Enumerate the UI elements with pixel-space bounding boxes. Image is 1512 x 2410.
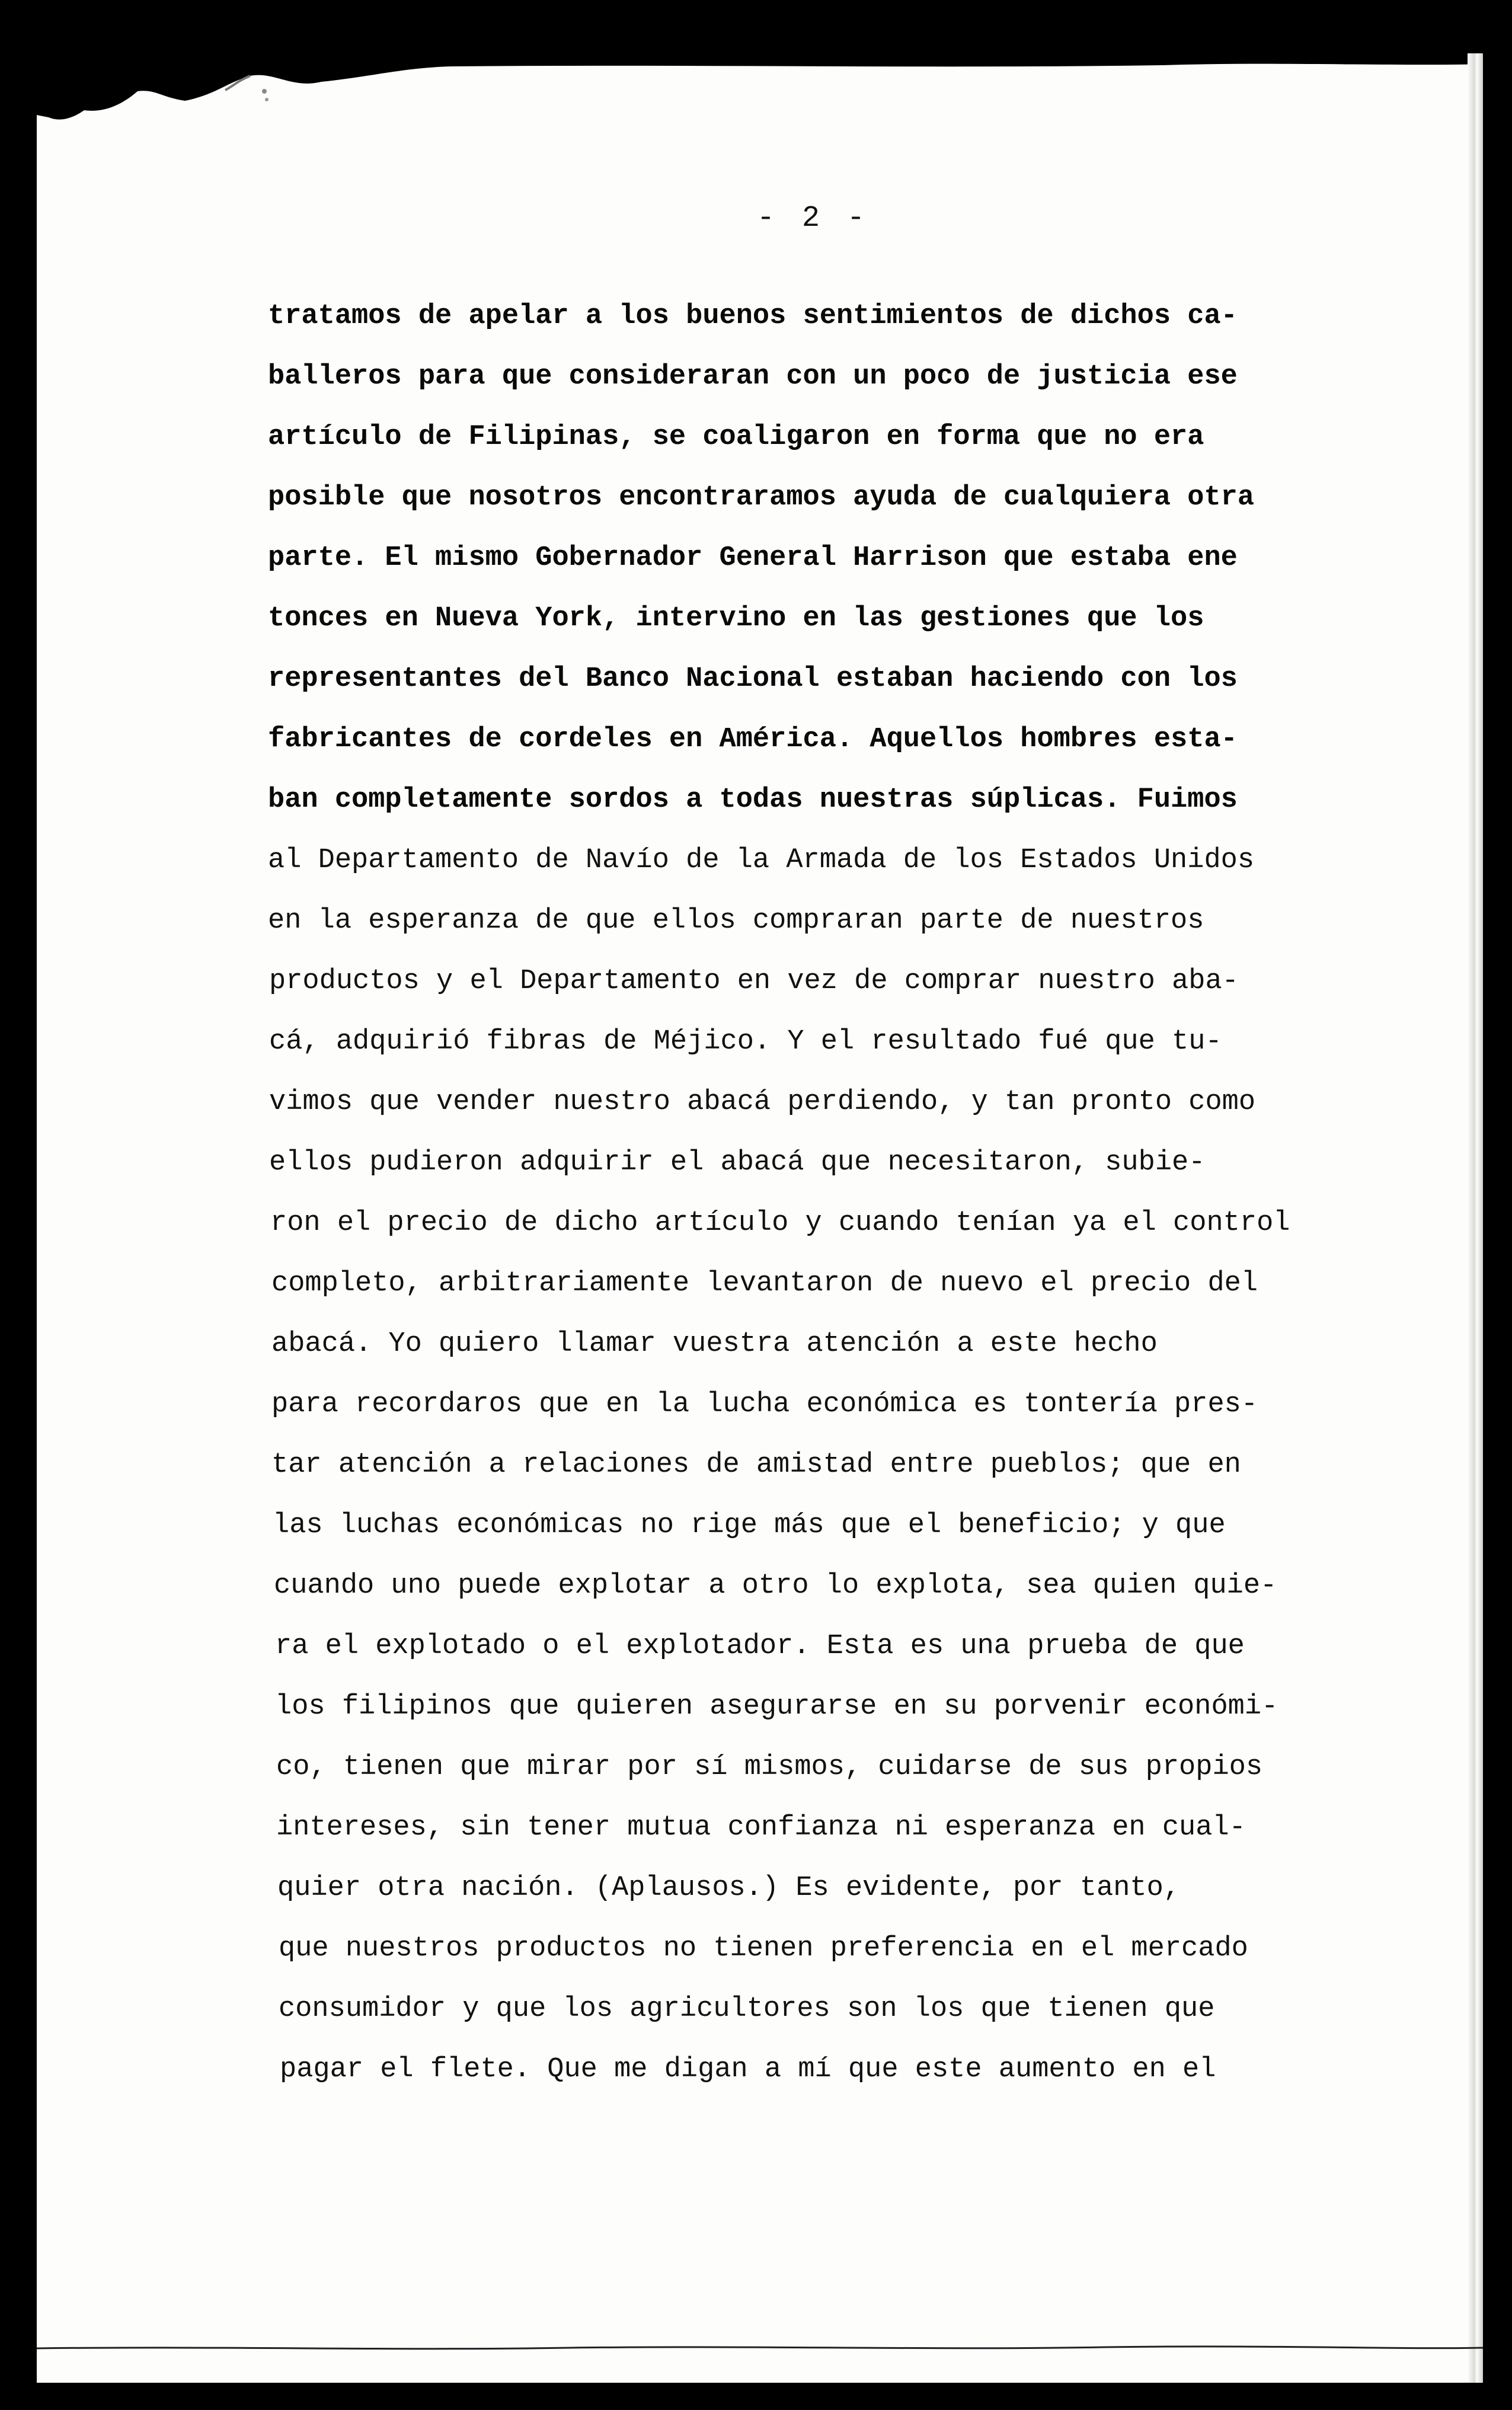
- page-number: - 2 -: [756, 202, 870, 235]
- text-line: ban completamente sordos a todas nuestras súplicas. Fuimos: [268, 784, 1238, 816]
- text-line: las luchas económicas no rige más que el beneficio; y que: [273, 1510, 1226, 1541]
- text-line: cá, adquirió fibras de Méjico. Y el resultado fué que tu-: [269, 1026, 1222, 1057]
- text-line: los filipinos que quieren asegurarse en su porvenir económi-: [275, 1691, 1278, 1722]
- text-line: para recordaros que en la lucha económica es tontería pres-: [271, 1389, 1258, 1420]
- text-line: tratamos de apelar a los buenos sentimientos de dichos ca-: [268, 301, 1238, 332]
- text-line: cuando uno puede explotar a otro lo explota, sea quien quie-: [274, 1570, 1277, 1602]
- text-line: fabricantes de cordeles en América. Aquellos hombres esta-: [268, 724, 1238, 755]
- text-line: parte. El mismo Gobernador General Harrison que estaba ene: [268, 542, 1238, 574]
- text-line: representantes del Banco Nacional estaban haciendo con los: [268, 663, 1238, 695]
- paper-sheet: [37, 53, 1483, 2383]
- text-line: productos y el Departamento en vez de comprar nuestro aba-: [269, 966, 1239, 997]
- text-line: balleros para que consideraran con un poco de justicia ese: [268, 361, 1238, 392]
- text-line: ron el precio de dicho artículo y cuando tenían ya el control: [270, 1207, 1290, 1239]
- text-line: ra el explotado o el explotador. Esta es una prueba de que: [275, 1631, 1245, 1662]
- text-line: tar atención a relaciones de amistad entre pueblos; que en: [271, 1449, 1241, 1481]
- text-line: quier otra nación. (Aplausos.) Es evidente, por tanto,: [277, 1872, 1181, 1904]
- text-line: artículo de Filipinas, se coaligaron en forma que no era: [268, 421, 1204, 453]
- text-line: completo, arbitrariamente levantaron de nuevo el precio del: [271, 1268, 1258, 1299]
- text-line: abacá. Yo quiero llamar vuestra atención a este hecho: [271, 1328, 1158, 1360]
- text-line: intereses, sin tener mutua confianza ni esperanza en cual-: [276, 1812, 1246, 1843]
- text-line: consumidor y que los agricultores son los que tienen que: [279, 1993, 1215, 2025]
- text-line: al Departamento de Navío de la Armada de los Estados Unidos: [268, 845, 1255, 876]
- body-text: [37, 53, 1483, 2383]
- text-line: vimos que vender nuestro abacá perdiendo, y tan pronto como: [269, 1086, 1256, 1118]
- text-line: co, tienen que mirar por sí mismos, cuidarse de sus propios: [276, 1751, 1263, 1783]
- text-line: posible que nosotros encontraramos ayuda de cualquiera otra: [268, 482, 1255, 513]
- text-line: en la esperanza de que ellos compraran parte de nuestros: [268, 905, 1204, 936]
- text-line: pagar el flete. Que me digan a mí que este aumento en el: [280, 2054, 1216, 2085]
- text-line: ellos pudieron adquirir el abacá que necesitaron, subie-: [269, 1147, 1206, 1178]
- text-line: tonces en Nueva York, intervino en las gestiones que los: [268, 603, 1204, 634]
- text-line: que nuestros productos no tienen preferencia en el mercado: [279, 1933, 1248, 1964]
